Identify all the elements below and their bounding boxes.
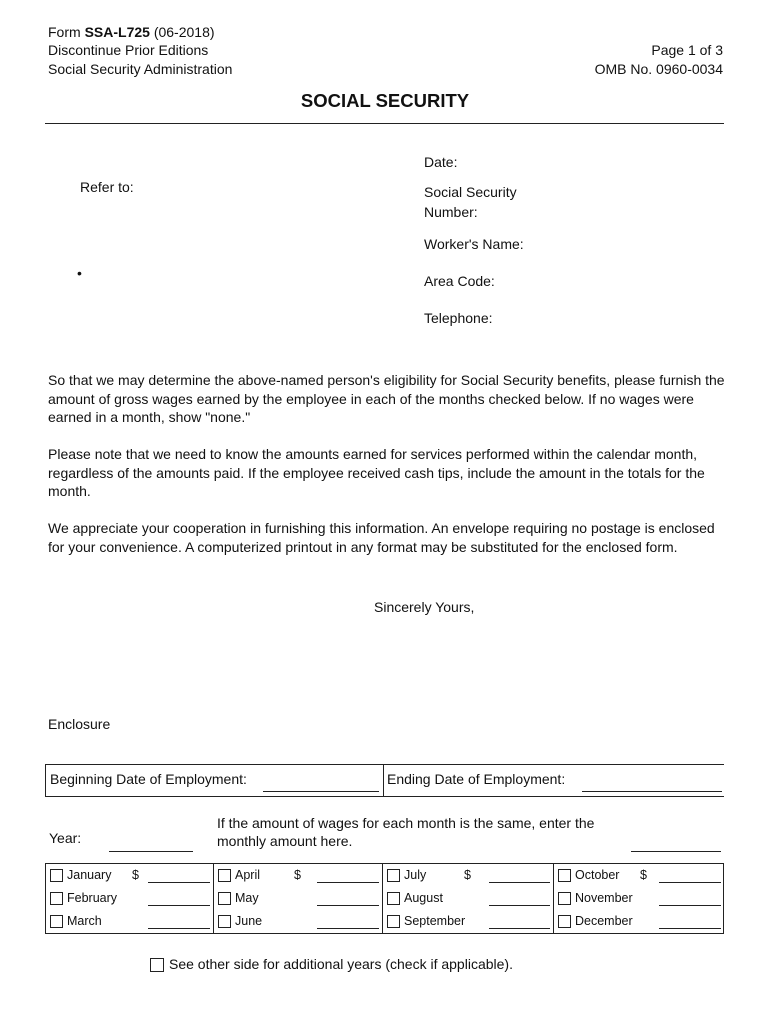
page-number: Page 1 of 3 (651, 42, 723, 58)
checkbox-february[interactable] (50, 892, 63, 905)
same-amount-line1: If the amount of wages for each month is the same, enter the (217, 815, 595, 831)
amount-february[interactable] (148, 892, 210, 906)
ending-date-field[interactable] (582, 778, 722, 792)
employment-divider (383, 764, 384, 797)
paragraph-cooperation: We appreciate your cooperation in furnishing this information. An envelope requiring no postage is enclosed for your convenience. A computerized printout in any format may be substituted for the enclosed form. (48, 520, 715, 555)
amount-july[interactable] (489, 869, 550, 883)
amount-november[interactable] (659, 892, 721, 906)
address-bullet: • (77, 265, 82, 281)
currency-april: $ (294, 868, 301, 882)
month-may: May (235, 891, 259, 905)
amount-may[interactable] (317, 892, 379, 906)
agency-name: Social Security Administration (48, 61, 233, 77)
same-amount-field[interactable] (631, 838, 721, 852)
closing-text: Sincerely Yours, (374, 599, 475, 615)
month-october: October (575, 868, 620, 882)
month-june: June (235, 914, 263, 928)
amount-august[interactable] (489, 892, 550, 906)
page-title: SOCIAL SECURITY (300, 90, 470, 111)
paragraph-eligibility: So that we may determine the above-named person's eligibility for Social Security benefits, please furnish the amount of gross wages earned by the employee in each of the months checked below. If no wages were earned in a month, show "none." (48, 372, 725, 425)
currency-october: $ (640, 868, 647, 882)
checkbox-march[interactable] (50, 915, 63, 928)
enclosure-label: Enclosure (48, 716, 111, 732)
employment-top-rule (45, 764, 724, 765)
amount-october[interactable] (659, 869, 721, 883)
checkbox-october[interactable] (558, 869, 571, 882)
ssn-label-line1: Social Security (424, 184, 517, 200)
discontinue-note: Discontinue Prior Editions (48, 42, 209, 58)
form-number: SSA-L725 (84, 24, 150, 40)
checkbox-april[interactable] (218, 869, 231, 882)
checkbox-may[interactable] (218, 892, 231, 905)
currency-january: $ (132, 868, 139, 882)
amount-march[interactable] (148, 915, 210, 929)
form-prefix: Form (48, 24, 81, 40)
area-code-label: Area Code: (424, 273, 495, 289)
checkbox-september[interactable] (387, 915, 400, 928)
grid-divider-3 (553, 864, 554, 933)
currency-july: $ (464, 868, 471, 882)
month-september: September (404, 914, 466, 928)
worker-name-label: Worker's Name: (424, 236, 524, 252)
ssn-label-line2: Number: (424, 204, 478, 220)
amount-december[interactable] (659, 915, 721, 929)
paragraph-calendar-month: Please note that we need to know the amounts earned for services performed within the calendar month, regardless of the amounts paid. If the employee received cash tips, include the amount in the totals for the month. (48, 446, 705, 499)
employment-bottom-rule (45, 796, 724, 797)
checkbox-november[interactable] (558, 892, 571, 905)
grid-divider-2 (382, 864, 383, 933)
date-label: Date: (424, 154, 458, 170)
grid-divider-1 (213, 864, 214, 933)
month-july: July (404, 868, 427, 882)
checkbox-august[interactable] (387, 892, 400, 905)
month-march: March (67, 914, 102, 928)
telephone-label: Telephone: (424, 310, 493, 326)
omb-number: OMB No. 0960-0034 (594, 61, 723, 77)
month-april: April (235, 868, 261, 882)
checkbox-december[interactable] (558, 915, 571, 928)
form-id-line (48, 23, 215, 41)
other-side-note: See other side for additional years (check if applicable). (169, 956, 513, 972)
beginning-date-label: Beginning Date of Employment: (50, 771, 247, 787)
year-label: Year: (49, 830, 82, 846)
amount-june[interactable] (317, 915, 379, 929)
amount-september[interactable] (489, 915, 550, 929)
employment-left-border (45, 764, 46, 797)
month-grid (45, 863, 724, 934)
checkbox-june[interactable] (218, 915, 231, 928)
ending-date-label: Ending Date of Employment: (387, 771, 566, 787)
same-amount-line2: monthly amount here. (217, 833, 353, 849)
amount-april[interactable] (317, 869, 379, 883)
month-january: January (67, 868, 112, 882)
form-date: (06-2018) (153, 24, 215, 40)
month-december: December (575, 914, 633, 928)
refer-to-label: Refer to: (80, 179, 134, 195)
amount-january[interactable] (148, 869, 210, 883)
month-november: November (575, 891, 633, 905)
year-field[interactable] (109, 838, 193, 852)
month-august: August (404, 891, 443, 905)
checkbox-july[interactable] (387, 869, 400, 882)
checkbox-january[interactable] (50, 869, 63, 882)
title-divider (45, 123, 724, 124)
month-february: February (67, 891, 118, 905)
beginning-date-field[interactable] (263, 778, 379, 792)
checkbox-other-side[interactable] (150, 958, 164, 972)
